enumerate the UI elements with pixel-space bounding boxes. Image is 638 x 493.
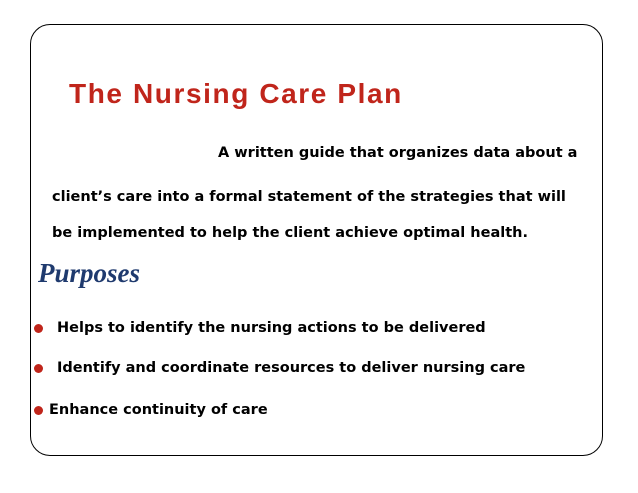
bullet-dot-icon: [34, 324, 43, 333]
bullet-text: Enhance continuity of care: [49, 401, 268, 418]
slide-title: The Nursing Care Plan: [69, 78, 403, 109]
definition-line-3: be implemented to help the client achieve optimal health.: [52, 225, 528, 241]
definition-line-1: A written guide that organizes data about a: [218, 145, 578, 161]
bullet-text: Helps to identify the nursing actions to be delivered: [57, 319, 486, 336]
purposes-heading: Purposes: [38, 258, 141, 288]
bullet-dot-icon: [34, 406, 43, 415]
bullet-item: [34, 318, 486, 338]
bullet-dot-icon: [34, 364, 43, 373]
definition-line-2: client’s care into a formal statement of the strategies that will: [52, 189, 566, 205]
bullet-item: [34, 400, 268, 420]
bullet-item: [34, 358, 525, 378]
bullet-text: Identify and coordinate resources to deliver nursing care: [57, 359, 526, 376]
